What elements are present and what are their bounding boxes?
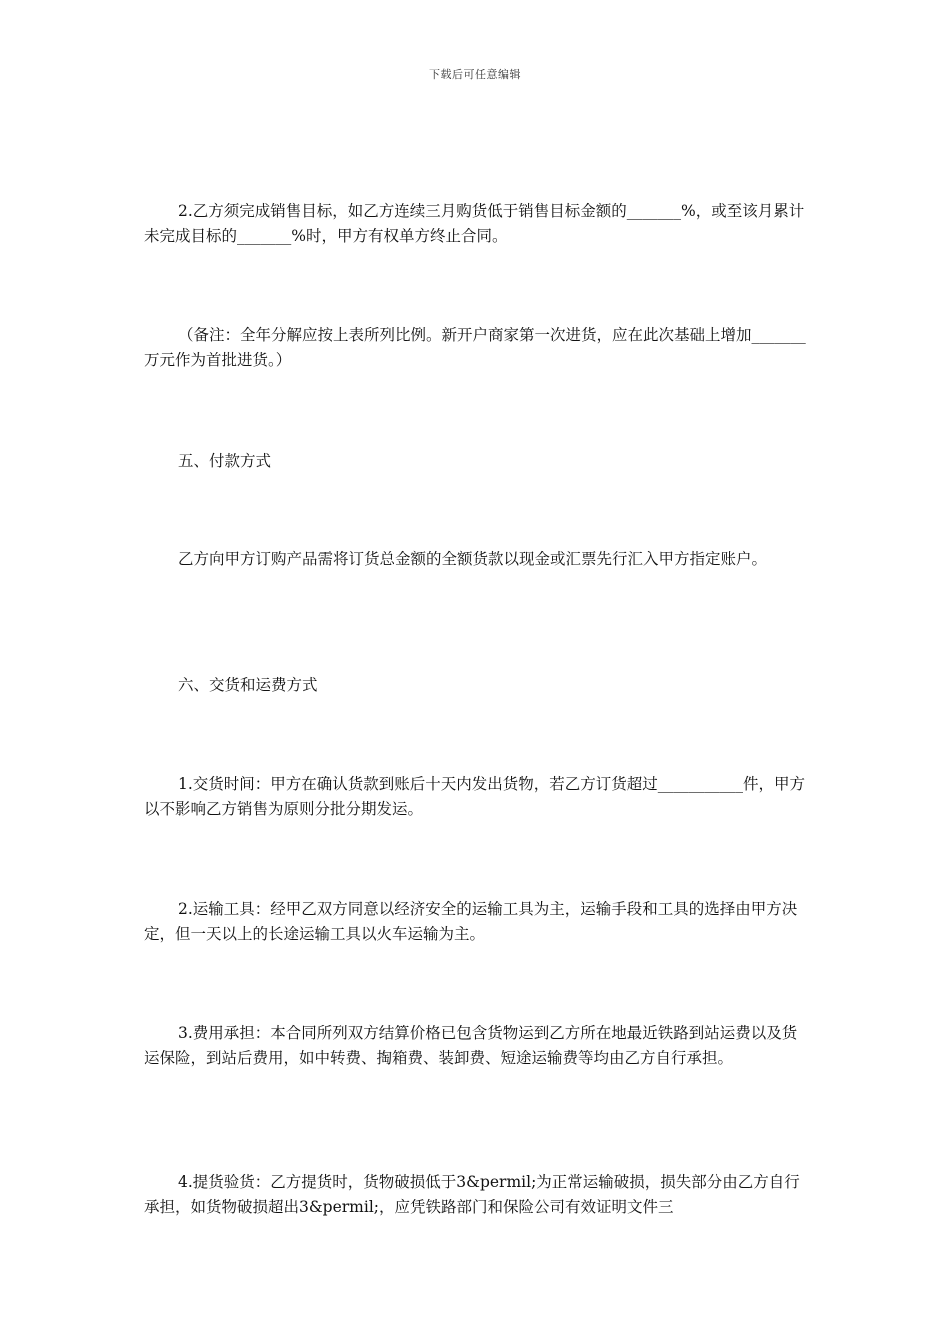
- page-header: 下载后可任意编辑: [429, 68, 521, 81]
- payment-paragraph: 乙方向甲方订购产品需将订货总金额的全额货款以现金或汇票先行汇入甲方指定账户。: [178, 550, 768, 568]
- clause-sales-target: 2.乙方须完成销售目标，如乙方连续三月购货低于销售目标金额的_______%，或至该月累计未完成目标的_______%时，甲方有权单方终止合同。: [144, 202, 805, 245]
- clause-fees: 3.费用承担：本合同所列双方结算价格已包含货物运到乙方所在地最近铁路到站运费以及货运保险，到站后费用，如中转费、掏箱费、装卸费、短途运输费等均由乙方自行承担。: [144, 1024, 798, 1067]
- clause-inspection: 4.提货验货：乙方提货时，货物破损低于3&permil;为正常运输破损，损失部分由乙方自行承担，如货物破损超出3&permil;，应凭铁路部门和保险公司有效证明文件三: [144, 1173, 800, 1216]
- clause-delivery-time: 1.交货时间：甲方在确认货款到账后十天内发出货物，若乙方订货超过___________件，甲方以不影响乙方销售为原则分批分期发运。: [144, 775, 806, 818]
- section-heading-delivery: 六、交货和运费方式: [178, 676, 318, 694]
- section-heading-payment: 五、付款方式: [178, 452, 272, 470]
- clause-transport: 2.运输工具：经甲乙双方同意以经济安全的运输工具为主，运输手段和工具的选择由甲方决定，但一天以上的长途运输工具以火车运输为主。: [144, 900, 798, 943]
- remark-paragraph: （备注：全年分解应按上表所列比例。新开户商家第一次进货，应在此次基础上增加_______万元作为首批进货。）: [144, 326, 806, 369]
